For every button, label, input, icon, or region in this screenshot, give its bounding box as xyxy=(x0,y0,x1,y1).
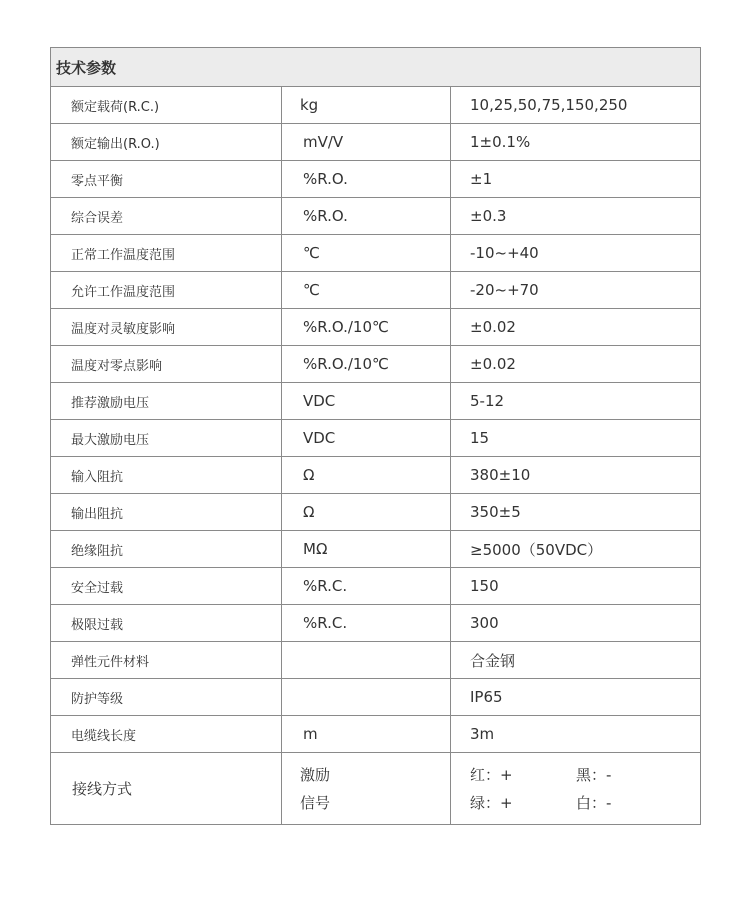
table-row xyxy=(51,161,701,198)
param-value: IP65 xyxy=(451,679,701,716)
wiring-line-excitation xyxy=(470,761,700,789)
param-name: 额定载荷(R.C.) xyxy=(51,87,282,124)
wiring-row xyxy=(51,753,701,825)
param-value: 5-12 xyxy=(451,383,701,420)
table-row xyxy=(51,309,701,346)
param-value: -20~+70 xyxy=(451,272,701,309)
param-name: 温度对灵敏度影响 xyxy=(51,309,282,346)
table-row xyxy=(51,457,701,494)
param-name: 最大激励电压 xyxy=(51,420,282,457)
param-unit: %R.O./10℃ xyxy=(282,346,451,383)
param-value: 300 xyxy=(451,605,701,642)
table-row xyxy=(51,568,701,605)
param-name: 输出阻抗 xyxy=(51,494,282,531)
wiring-line-signal xyxy=(470,789,700,817)
param-name: 极限过载 xyxy=(51,605,282,642)
table-row xyxy=(51,346,701,383)
param-value: 15 xyxy=(451,420,701,457)
param-unit: MΩ xyxy=(282,531,451,568)
param-value: -10~+40 xyxy=(451,235,701,272)
param-unit: %R.O. xyxy=(282,198,451,235)
param-value: ±0.02 xyxy=(451,346,701,383)
wiring-unit-signal: 信号 xyxy=(300,793,331,812)
table-row xyxy=(51,87,701,124)
param-unit: VDC xyxy=(282,383,451,420)
param-unit: %R.O./10℃ xyxy=(282,309,451,346)
table-row xyxy=(51,716,701,753)
table-row xyxy=(51,605,701,642)
table-row xyxy=(51,272,701,309)
param-name: 安全过载 xyxy=(51,568,282,605)
param-unit: %R.C. xyxy=(282,568,451,605)
param-name: 电缆线长度 xyxy=(51,716,282,753)
param-unit: Ω xyxy=(282,494,451,531)
param-value: 3m xyxy=(451,716,701,753)
param-unit: VDC xyxy=(282,420,451,457)
spec-table xyxy=(50,47,701,825)
param-value: 150 xyxy=(451,568,701,605)
param-name: 允许工作温度范围 xyxy=(51,272,282,309)
wiring-unit-excitation: 激励 xyxy=(300,765,331,784)
wiring-values xyxy=(451,753,701,825)
param-name: 绝缘阻抗 xyxy=(51,531,282,568)
param-name: 输入阻抗 xyxy=(51,457,282,494)
table-row xyxy=(51,494,701,531)
param-name: 零点平衡 xyxy=(51,161,282,198)
param-value: 1±0.1% xyxy=(451,124,701,161)
param-value: 10,25,50,75,150,250 xyxy=(451,87,701,124)
wiring-param-name: 接线方式 xyxy=(51,753,282,825)
wire-red-positive: 红：+ xyxy=(470,765,513,784)
param-unit xyxy=(282,679,451,716)
table-row xyxy=(51,420,701,457)
param-value: ±1 xyxy=(451,161,701,198)
table-row xyxy=(51,679,701,716)
param-unit xyxy=(282,642,451,679)
param-value: 合金钢 xyxy=(451,642,701,679)
wiring-units xyxy=(282,753,451,825)
param-unit: mV/V xyxy=(282,124,451,161)
param-value: 350±5 xyxy=(451,494,701,531)
table-row xyxy=(51,642,701,679)
table-row xyxy=(51,124,701,161)
param-name: 推荐激励电压 xyxy=(51,383,282,420)
param-value: 380±10 xyxy=(451,457,701,494)
param-unit: kg xyxy=(282,87,451,124)
param-value: ±0.02 xyxy=(451,309,701,346)
param-unit: m xyxy=(282,716,451,753)
wire-white-negative: 白：- xyxy=(576,793,612,812)
param-unit: Ω xyxy=(282,457,451,494)
param-unit: %R.O. xyxy=(282,161,451,198)
param-value: ≥5000（50VDC） xyxy=(451,531,701,568)
param-unit: ℃ xyxy=(282,272,451,309)
table-header-row xyxy=(51,48,701,87)
param-name: 弹性元件材料 xyxy=(51,642,282,679)
wire-black-negative: 黑：- xyxy=(576,765,612,784)
table-title: 技术参数 xyxy=(51,48,701,87)
param-name: 综合误差 xyxy=(51,198,282,235)
table-row xyxy=(51,198,701,235)
table-row xyxy=(51,235,701,272)
param-unit: ℃ xyxy=(282,235,451,272)
wire-green-positive: 绿：+ xyxy=(470,793,513,812)
param-name: 额定输出(R.O.) xyxy=(51,124,282,161)
param-name: 防护等级 xyxy=(51,679,282,716)
param-value: ±0.3 xyxy=(451,198,701,235)
param-name: 正常工作温度范围 xyxy=(51,235,282,272)
param-name: 温度对零点影响 xyxy=(51,346,282,383)
table-row xyxy=(51,383,701,420)
param-unit: %R.C. xyxy=(282,605,451,642)
table-row xyxy=(51,531,701,568)
